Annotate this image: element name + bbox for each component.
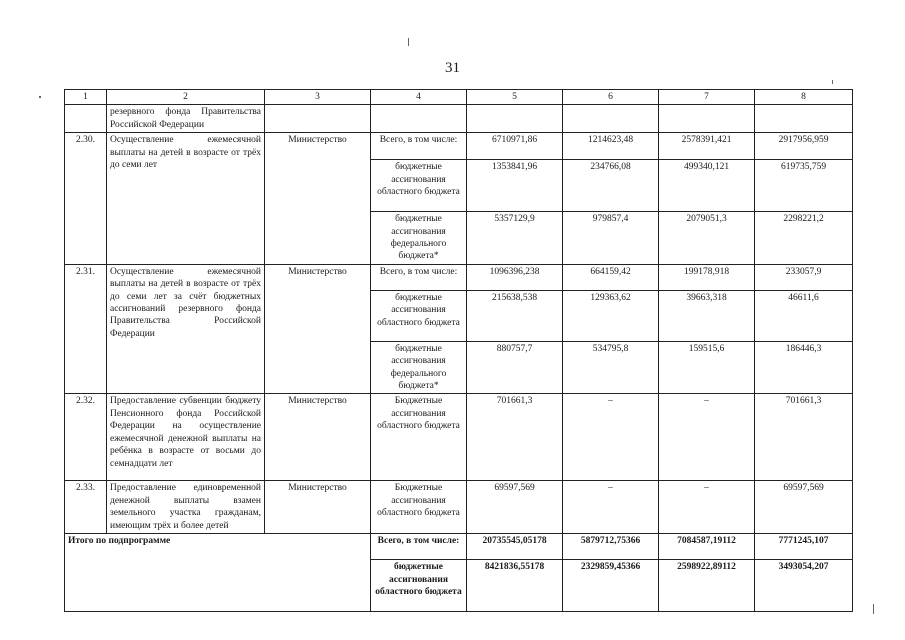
col-header: 1 xyxy=(65,90,107,105)
total-row xyxy=(65,534,853,560)
value-cell: – xyxy=(563,394,659,481)
value-cell: 701661,3 xyxy=(467,394,563,481)
total-label: Итого по подпрограмме xyxy=(65,534,371,612)
value-cell: 499340,121 xyxy=(659,160,755,212)
value-cell: 1096396,238 xyxy=(467,264,563,290)
value-cell: 233057,9 xyxy=(755,264,853,290)
value-cell: 701661,3 xyxy=(755,394,853,481)
item-name: Осуществление ежемесячной выплаты на детей в возрасте от трёх до семи лет xyxy=(107,133,265,265)
value-cell: 534795,8 xyxy=(563,341,659,394)
col-header: 4 xyxy=(371,90,467,105)
scan-speck xyxy=(832,80,833,84)
item-name: Предоставление субвенции бюджету Пенсионного фонда Российской Федерации на осуществление ежемесячной денежной выплаты на ребёнка в возрасте от восьми до семнадцати лет xyxy=(107,394,265,481)
item-name: резервного фонда Правительства Российской Федерации xyxy=(107,105,265,133)
value-cell: 159515,6 xyxy=(659,341,755,394)
funding-label: Бюджетные ассигнования областного бюджета xyxy=(371,394,467,481)
table-row xyxy=(65,133,853,160)
value-cell: 5357129,9 xyxy=(467,212,563,265)
value-cell: 186446,3 xyxy=(755,341,853,394)
col-header: 7 xyxy=(659,90,755,105)
value-cell: 2329859,45366 xyxy=(563,560,659,612)
value-cell: 234766,08 xyxy=(563,160,659,212)
table-row xyxy=(65,264,853,290)
value-cell: 20735545,05178 xyxy=(467,534,563,560)
funding-label: бюджетные ассигнования областного бюджета xyxy=(371,160,467,212)
scan-speck xyxy=(408,38,409,46)
col-header: 3 xyxy=(265,90,371,105)
value-cell: 2598922,89112 xyxy=(659,560,755,612)
table-row xyxy=(65,394,853,481)
funding-label: Бюджетные ассигнования областного бюджета xyxy=(371,481,467,534)
col-header: 8 xyxy=(755,90,853,105)
value-cell: 2079051,3 xyxy=(659,212,755,265)
item-name: Предоставление единовременной денежной выплаты взамен земельного участка гражданам, имеющим трёх и более детей xyxy=(107,481,265,534)
value-cell: 2578391,421 xyxy=(659,133,755,160)
item-executor: Министерство xyxy=(265,133,371,265)
table-row xyxy=(65,105,853,133)
budget-table xyxy=(64,89,853,612)
value-cell: 215638,538 xyxy=(467,290,563,341)
value-cell: 979857,4 xyxy=(563,212,659,265)
value-cell: 1214623,48 xyxy=(563,133,659,160)
value-cell: 6710971,86 xyxy=(467,133,563,160)
value-cell: 69597,569 xyxy=(755,481,853,534)
col-header: 2 xyxy=(107,90,265,105)
value-cell: 199178,918 xyxy=(659,264,755,290)
value-cell: 7771245,107 xyxy=(755,534,853,560)
item-name: Осуществление ежемесячной выплаты на детей в возрасте от трёх до семи лет за счёт бюджетных ассигнований резервного фонда Правительства Российской Федерации xyxy=(107,264,265,394)
funding-label: бюджетные ассигнования областного бюджета xyxy=(371,290,467,341)
item-number: 2.32. xyxy=(65,394,107,481)
value-cell: 1353841,96 xyxy=(467,160,563,212)
header-row xyxy=(65,90,853,105)
value-cell: 2917956,959 xyxy=(755,133,853,160)
page-number: 31 xyxy=(445,60,460,76)
funding-label: Всего, в том числе: xyxy=(371,264,467,290)
value-cell: 7084587,19112 xyxy=(659,534,755,560)
item-number: 2.30. xyxy=(65,133,107,265)
item-number: 2.31. xyxy=(65,264,107,394)
item-executor: Министерство xyxy=(265,481,371,534)
table-row xyxy=(65,481,853,534)
funding-label: Всего, в том числе: xyxy=(371,534,467,560)
scan-speck xyxy=(39,96,41,98)
value-cell: 619735,759 xyxy=(755,160,853,212)
funding-label: бюджетные ассигнования федерального бюджета* xyxy=(371,341,467,394)
item-number: 2.33. xyxy=(65,481,107,534)
item-executor: Министерство xyxy=(265,394,371,481)
value-cell: 8421836,55178 xyxy=(467,560,563,612)
value-cell: 2298221,2 xyxy=(755,212,853,265)
funding-label: бюджетные ассигнования областного бюджета xyxy=(371,560,467,612)
value-cell: 46611,6 xyxy=(755,290,853,341)
col-header: 5 xyxy=(467,90,563,105)
value-cell: 39663,318 xyxy=(659,290,755,341)
value-cell: 3493054,207 xyxy=(755,560,853,612)
value-cell: 129363,62 xyxy=(563,290,659,341)
scan-speck xyxy=(873,604,874,614)
value-cell: 664159,42 xyxy=(563,264,659,290)
item-executor: Министерство xyxy=(265,264,371,394)
value-cell: – xyxy=(659,481,755,534)
value-cell: – xyxy=(659,394,755,481)
col-header: 6 xyxy=(563,90,659,105)
funding-label: Всего, в том числе: xyxy=(371,133,467,160)
value-cell: 880757,7 xyxy=(467,341,563,394)
funding-label: бюджетные ассигнования федерального бюджета* xyxy=(371,212,467,265)
value-cell: 69597,569 xyxy=(467,481,563,534)
value-cell: 5879712,75366 xyxy=(563,534,659,560)
value-cell: – xyxy=(563,481,659,534)
